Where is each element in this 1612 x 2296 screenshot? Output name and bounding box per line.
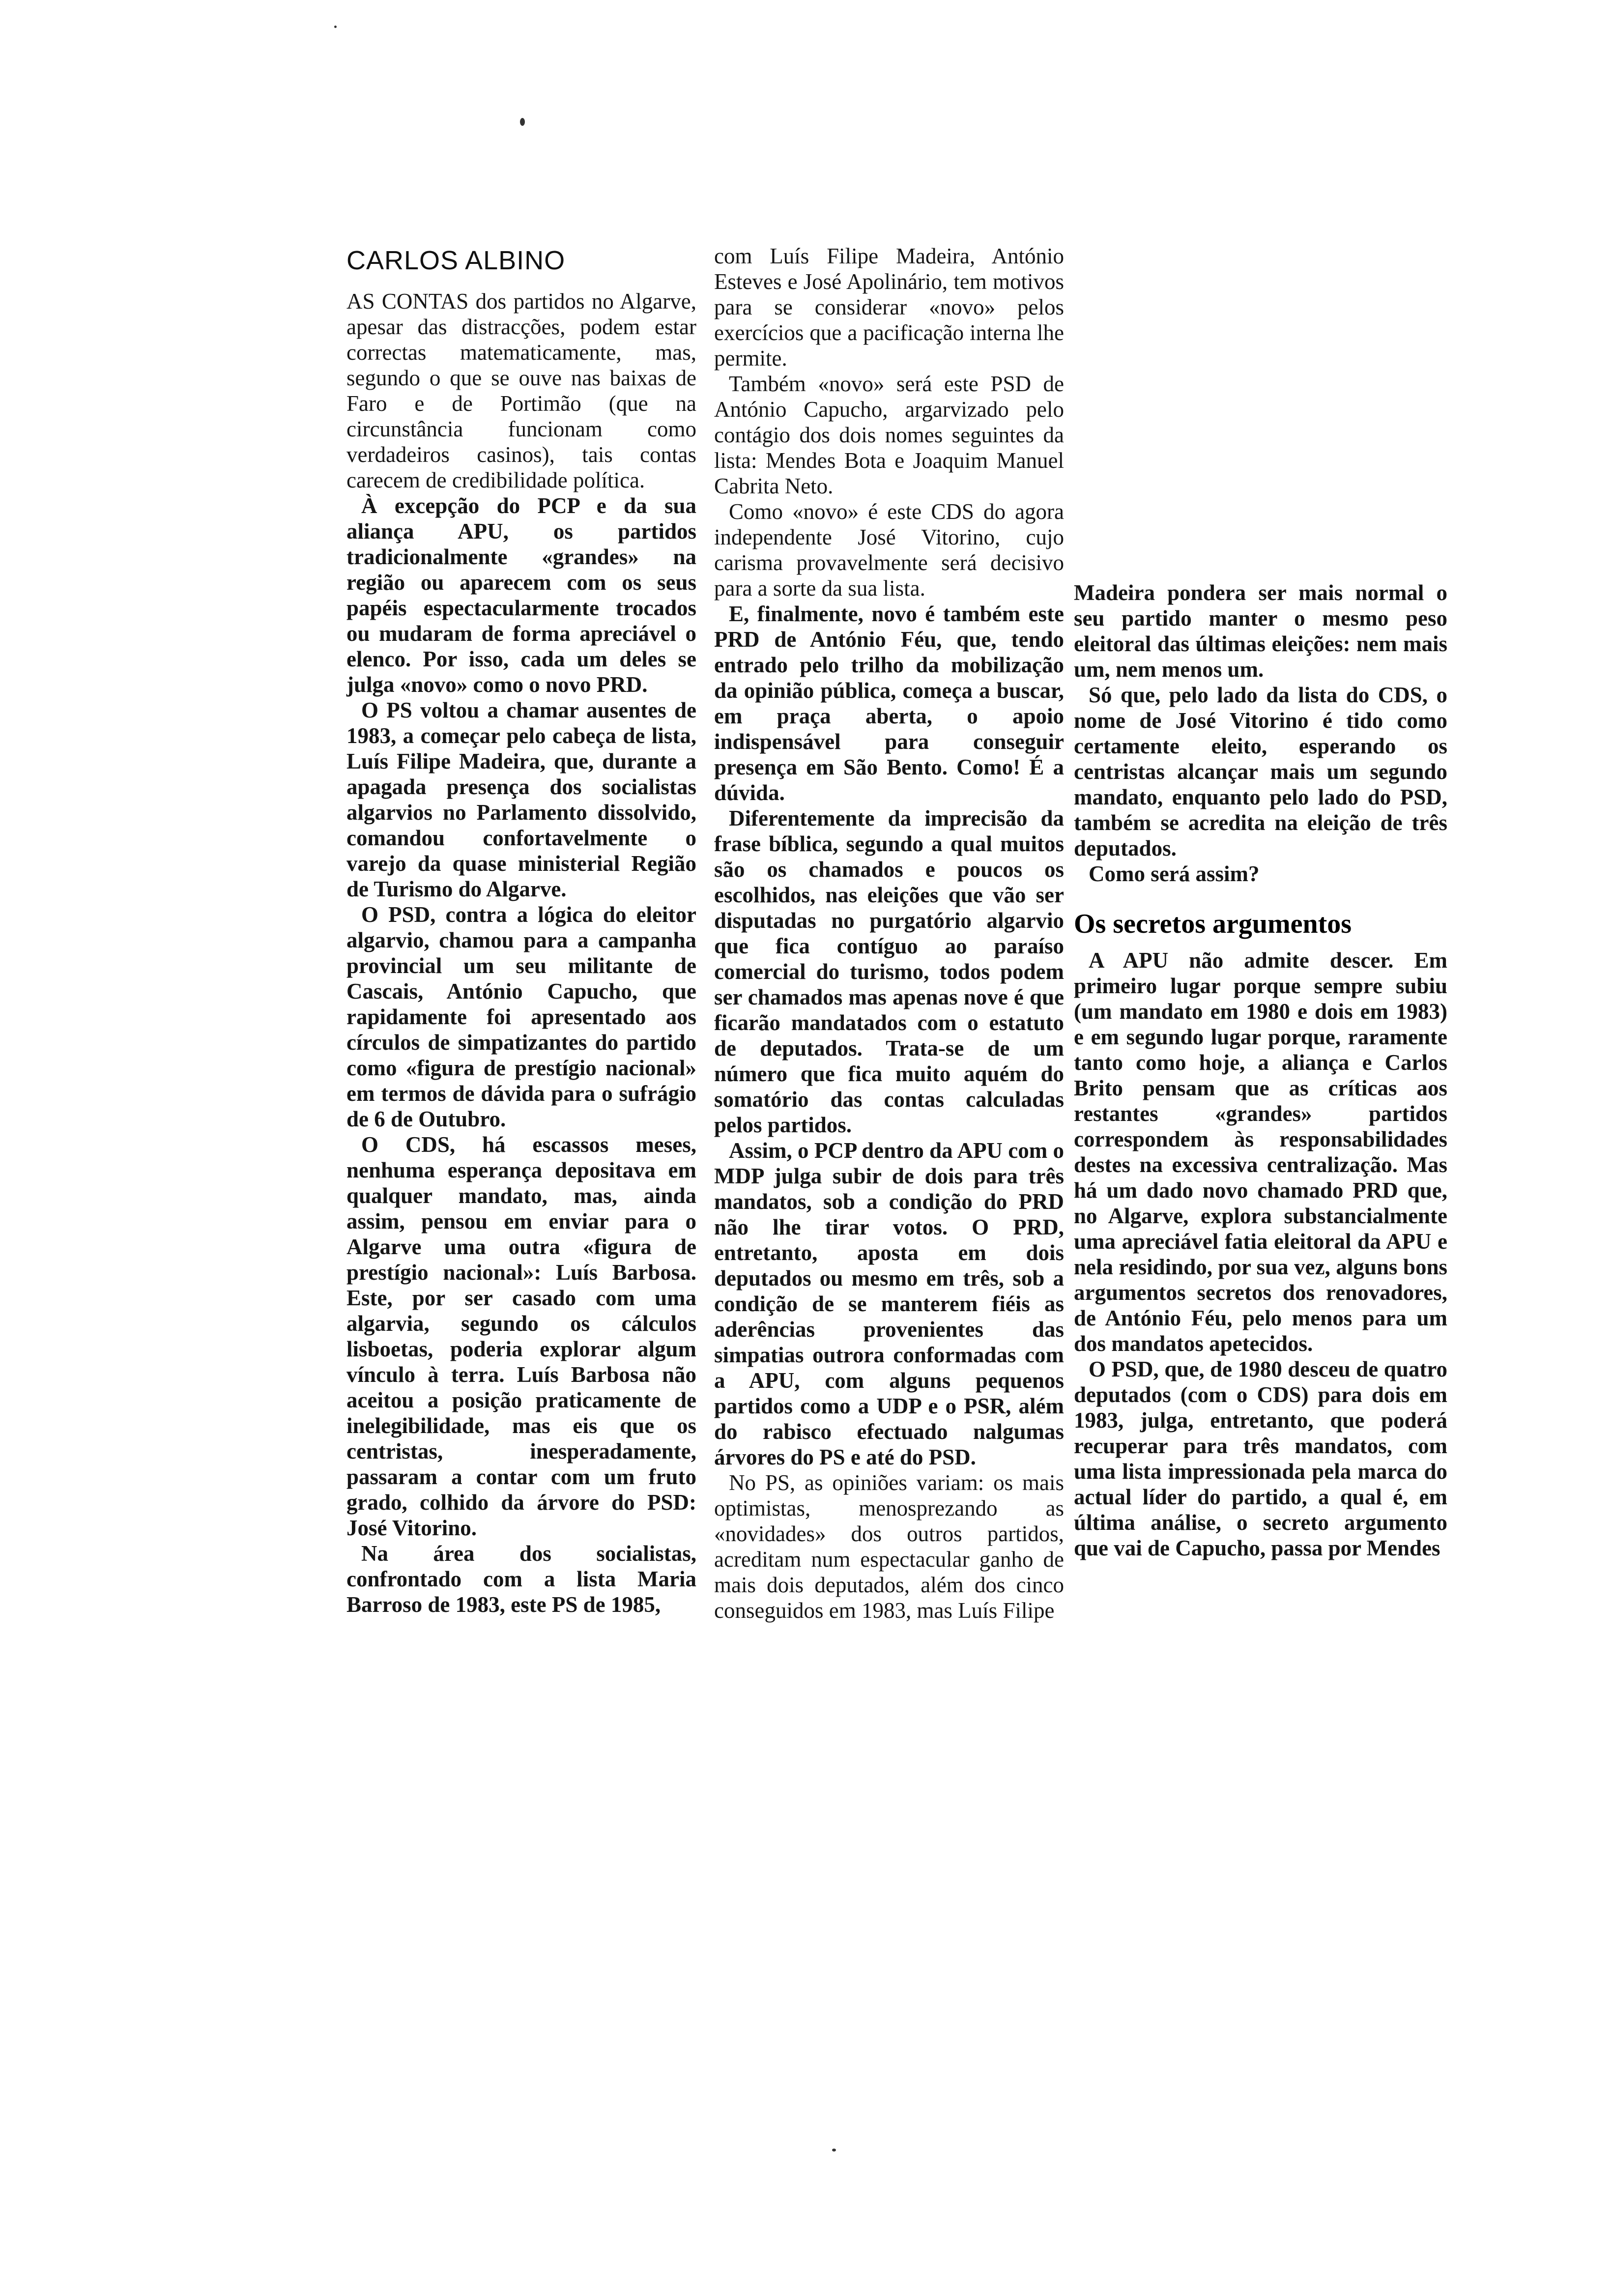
paragraph: Também «novo» será este PSD de António Capucho, argarvizado pelo contágio dos dois nomes seguintes da lista: Mendes Bota e Joaquim Manuel Cabrita Neto. [714, 372, 1064, 498]
paragraph: No PS, as opiniões variam: os mais optimistas, menosprezando as «novidades» dos outros partidos, acreditam num espectacular ganho de mais dois deputados, além dos cinco conseguidos em 1983, mas Luís Filipe [714, 1470, 1064, 1623]
print-speck [520, 118, 525, 126]
paragraph: O CDS, há escassos meses, nenhuma esperança depositava em qualquer mandato, mas, ainda assim, pensou em enviar para o Algarve uma outra «figura de prestígio nacional»: Luís Barbosa. Este, por ser casado com uma algarvia, segundo os cálculos lisboetas, poderia explorar algum vínculo à terra. Luís Barbosa não aceitou a posição praticamente de inelegibilidade, mas eis que os centristas, inesperadamente, passaram a contar com um fruto grado, colhido da árvore do PSD: José Vitorino. [346, 1132, 696, 1540]
section-subheading: Os secretos argumentos [1074, 909, 1352, 939]
paragraph: com Luís Filipe Madeira, António Esteves e José Apolinário, tem motivos para se considerar «novo» pelos exercícios que a pacificação interna lhe permite. [714, 244, 1064, 371]
paragraph: Madeira pondera ser mais normal o seu partido manter o mesmo peso eleitoral das últimas eleições: nem mais um, nem menos um. [1074, 580, 1447, 682]
article-column-2 [714, 243, 1064, 1623]
paragraph: Só que, pelo lado da lista do CDS, o nome de José Vitorino é tido como certamente eleito, esperando os centristas alcançar mais um segundo mandato, enquanto pelo lado do PSD, também se acredita na eleição de três deputados. [1074, 683, 1447, 861]
paragraph: Assim, o PCP dentro da APU com o MDP julga subir de dois para três mandatos, sob a condição do PRD não lhe tirar votos. O PRD, entretanto, aposta em dois deputados ou mesmo em três, sob a condição de se manterem fiéis as aderências provenientes das simpatias outrora conformadas com a APU, com alguns pequenos partidos como a UDP e o PSR, além do rabisco efectuado nalgumas árvores do PS e até do PSD. [714, 1138, 1064, 1469]
paragraph: AS CONTAS dos partidos no Algarve, apesar das distracções, podem estar correctas matematicamente, mas, segundo o que se ouve nas baixas de Faro e de Portimão (que na circunstância funcionam como verdadeiros casinos), tais contas carecem de credibilidade política. [346, 289, 696, 492]
print-speck [832, 2149, 836, 2152]
article-column-3 [1074, 580, 1447, 1561]
paragraph: Como «novo» é este CDS do agora independente José Vitorino, cujo carisma provavelmente será decisivo para a sorte da sua lista. [714, 499, 1064, 601]
byline: CARLOS ALBINO [346, 246, 566, 275]
paragraph: O PS voltou a chamar ausentes de 1983, a começar pelo cabeça de lista, Luís Filipe Madeira, que, durante a apagada presença dos socialistas algarvios no Parlamento dissolvido, comandou confortavelmente o varejo da quase ministerial Região de Turismo do Algarve. [346, 698, 696, 901]
paragraph: À excepção do PCP e da sua aliança APU, os partidos tradicionalmente «grandes» na região ou aparecem com os seus papéis espectacularmente trocados ou mudaram de forma apreciável o elenco. Por isso, cada um deles se julga «novo» como o novo PRD. [346, 493, 696, 697]
paragraph: Como será assim? [1089, 861, 1260, 886]
paragraph: O PSD, que, de 1980 desceu de quatro deputados (com o CDS) para dois em 1983, julga, entretanto, que poderá recuperar para três mandatos, com uma lista impressionada pela marca do actual líder do partido, a qual é, em última análise, o secreto argumento que vai de Capucho, passa por Mendes [1074, 1357, 1447, 1560]
paragraph: A APU não admite descer. Em primeiro lugar porque sempre subiu (um mandato em 1980 e dois em 1983) e em segundo lugar porque, raramente tanto como hoje, a aliança e Carlos Brito pensam que as críticas aos restantes «grandes» partidos correspondem às responsabilidades destes na excessiva centralização. Mas há um dado novo chamado PRD que, no Algarve, explora substancialmente uma apreciável fatia eleitoral da APU e nela residindo, por sua vez, alguns bons argumentos secretos dos renovadores, de António Féu, pelo menos para um dos mandatos apetecidos. [1074, 948, 1447, 1356]
paragraph: E, finalmente, novo é também este PRD de António Féu, que, tendo entrado pelo trilho da mobilização da opinião pública, começa a buscar, em praça aberta, o apoio indispensável para conseguir presença em São Bento. Como! É a dúvida. [714, 602, 1064, 805]
print-speck [334, 26, 337, 28]
paragraph: O PSD, contra a lógica do eleitor algarvio, chamou para a campanha provincial um seu militante de Cascais, António Capucho, que rapidamente foi apresentado aos círculos de simpatizantes do partido como «figura de prestígio nacional» em termos de dávida para o sufrágio de 6 de Outubro. [346, 902, 696, 1131]
paragraph: Na área dos socialistas, confrontado com a lista Maria Barroso de 1983, este PS de 1985, [346, 1541, 696, 1617]
paragraph: Diferentemente da imprecisão da frase bíblica, segundo a qual muitos são os chamados e poucos os escolhidos, nas eleições que vão ser disputadas no purgatório algarvio que fica contíguo ao paraíso comercial do turismo, todos podem ser chamados mas apenas nove é que ficarão mandatados com o estatuto de deputados. Trata-se de um número que fica muito aquém do somatório das contas calculadas pelos partidos. [714, 806, 1064, 1137]
article-column-1 [346, 243, 696, 1617]
